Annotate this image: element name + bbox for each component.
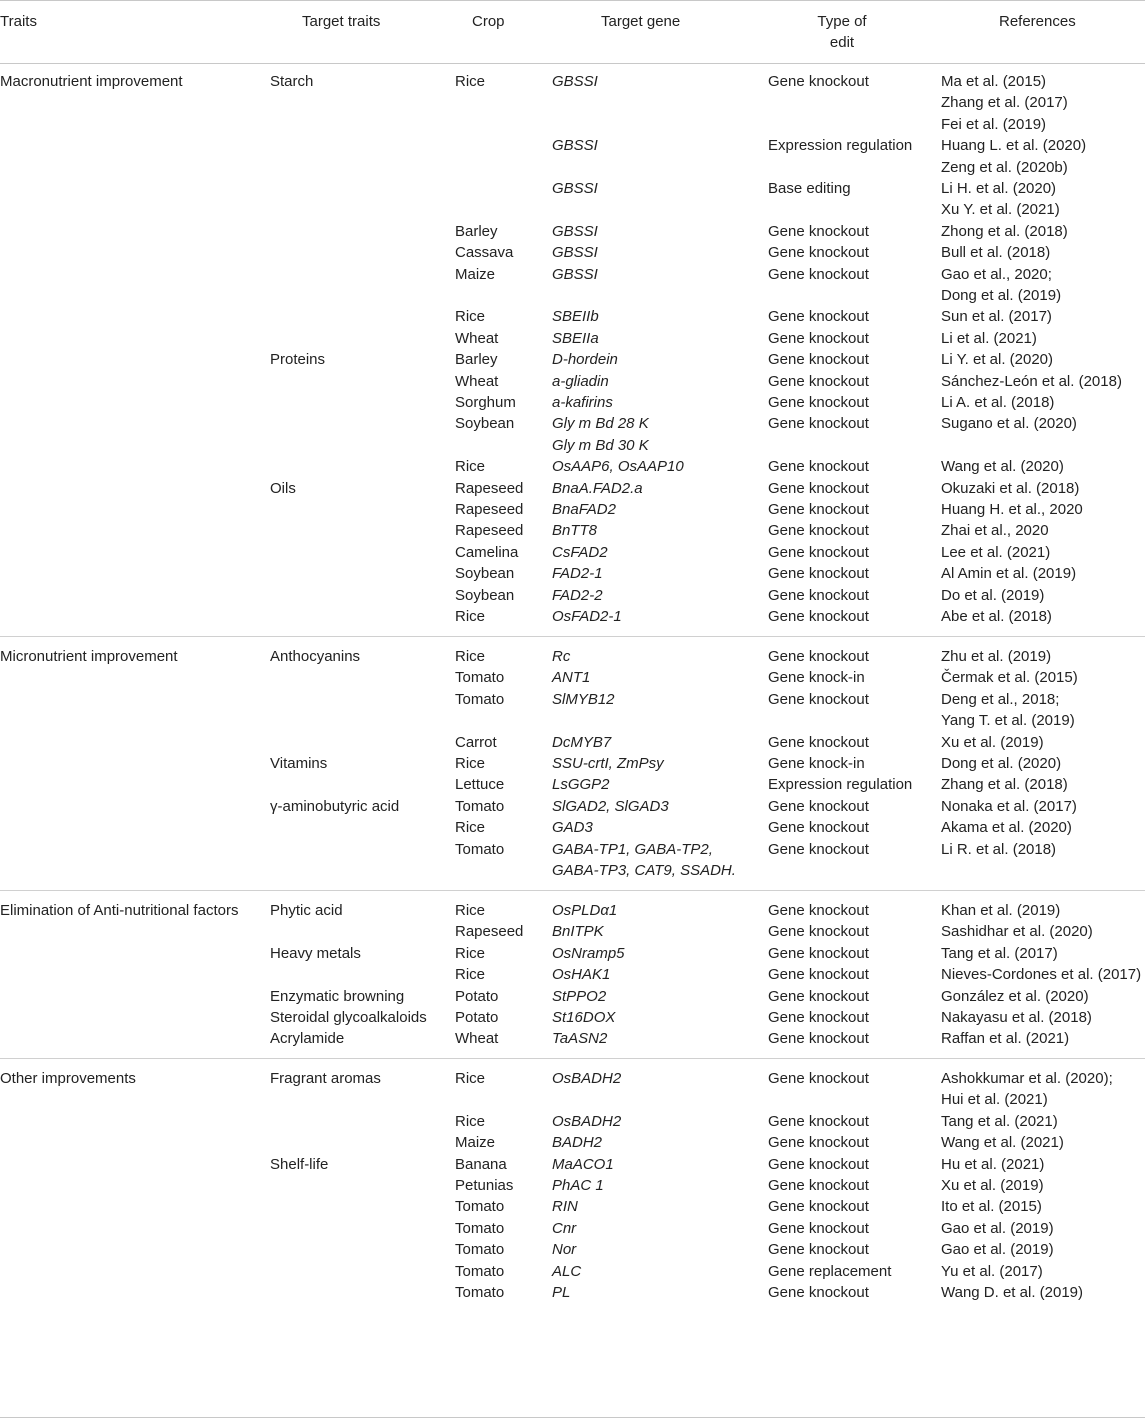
target-gene: ALC bbox=[552, 1262, 582, 1280]
reference: Zhai et al., 2020 bbox=[941, 522, 1049, 540]
reference: Huang H. et al., 2020 bbox=[941, 501, 1083, 518]
edit-type: Gene knock-in bbox=[768, 755, 865, 772]
edit-type: Gene knockout bbox=[768, 265, 869, 283]
crop-name: Maize bbox=[455, 1134, 496, 1152]
reference: Dong et al. (2019) bbox=[941, 287, 1062, 304]
edit-type: Gene knockout bbox=[768, 501, 869, 518]
reference: Čermak et al. (2015) bbox=[941, 669, 1078, 687]
edit-type: Gene knockout bbox=[768, 479, 869, 497]
target-gene: BnITPK bbox=[552, 923, 604, 941]
target-gene: DcMYB7 bbox=[552, 733, 612, 751]
crop-name: Tomato bbox=[455, 1284, 505, 1301]
group-separator bbox=[0, 890, 1145, 891]
crop-name: Soybean bbox=[455, 565, 515, 583]
target-trait: Steroidal glycoalkaloids bbox=[270, 1009, 427, 1026]
reference: Li A. et al. (2018) bbox=[941, 394, 1055, 411]
target-gene: FAD2-2 bbox=[552, 586, 603, 604]
edit-type: Gene knockout bbox=[768, 586, 869, 604]
target-gene: TaASN2 bbox=[552, 1030, 608, 1048]
trait-label: Micronutrient improvement bbox=[0, 648, 178, 665]
crop-name: Petunias bbox=[455, 1177, 514, 1194]
target-gene: a-kafirins bbox=[552, 394, 613, 411]
edit-type: Gene knockout bbox=[768, 1219, 869, 1237]
target-gene: BnaFAD2 bbox=[552, 501, 616, 518]
header-target-gene: Target gene bbox=[601, 13, 681, 30]
target-gene: PhAC 1 bbox=[552, 1177, 604, 1194]
reference: Tang et al. (2021) bbox=[941, 1112, 1058, 1130]
reference: Wang et al. (2020) bbox=[941, 458, 1064, 476]
target-gene: OsPLDα1 bbox=[552, 902, 618, 919]
crop-name: Wheat bbox=[455, 329, 499, 347]
reference: González et al. (2020) bbox=[941, 987, 1089, 1005]
crop-name: Wheat bbox=[455, 372, 499, 390]
crop-name: Rice bbox=[455, 308, 486, 326]
crop-name: Rapeseed bbox=[455, 522, 524, 540]
crop-name: Rice bbox=[455, 902, 486, 919]
target-gene: SSU-crtI, ZmPsy bbox=[552, 755, 664, 772]
crop-name: Rice bbox=[455, 755, 486, 772]
reference: Ma et al. (2015) bbox=[941, 73, 1047, 90]
target-gene: FAD2-1 bbox=[552, 565, 603, 583]
crop-name: Rapeseed bbox=[455, 501, 524, 518]
crop-name: Potato bbox=[455, 987, 499, 1005]
edit-type: Gene knockout bbox=[768, 308, 869, 326]
target-gene: GBSSI bbox=[552, 73, 598, 90]
reference: Gao et al., 2020; bbox=[941, 265, 1052, 283]
target-gene: OsFAD2-1 bbox=[552, 608, 622, 625]
edit-type: Gene knockout bbox=[768, 648, 869, 665]
edit-type: Gene knockout bbox=[768, 1198, 869, 1216]
edit-type: Gene knockout bbox=[768, 222, 869, 240]
reference: Li H. et al. (2020) bbox=[941, 180, 1057, 197]
edit-type: Expression regulation bbox=[768, 776, 913, 794]
target-gene: GABA-TP3, CAT9, SSADH. bbox=[552, 862, 736, 879]
crop-name: Tomato bbox=[455, 1198, 505, 1216]
reference: Yu et al. (2017) bbox=[941, 1262, 1043, 1280]
reference: Hui et al. (2021) bbox=[941, 1091, 1048, 1109]
reference: Lee et al. (2021) bbox=[941, 543, 1051, 561]
reference: Ashokkumar et al. (2020); bbox=[941, 1070, 1113, 1087]
edit-type: Gene knock-in bbox=[768, 669, 865, 687]
crop-name: Barley bbox=[455, 222, 498, 240]
edit-type: Gene knockout bbox=[768, 543, 869, 561]
edit-type: Gene knockout bbox=[768, 1241, 869, 1259]
header-type-of-edit: Type of edit bbox=[817, 13, 867, 51]
crop-name: Rice bbox=[455, 1070, 486, 1087]
reference: Li Y. et al. (2020) bbox=[941, 351, 1054, 369]
edit-type: Gene knockout bbox=[768, 522, 869, 540]
target-gene: Gly m Bd 28 K bbox=[552, 415, 649, 433]
crop-name: Rice bbox=[455, 73, 486, 90]
target-gene: StPPO2 bbox=[552, 987, 607, 1005]
reference: Yang T. et al. (2019) bbox=[941, 712, 1075, 730]
reference: Abe et al. (2018) bbox=[941, 608, 1052, 625]
target-gene: GBSSI bbox=[552, 222, 598, 240]
group-separator bbox=[0, 1058, 1145, 1059]
reference: Wang et al. (2021) bbox=[941, 1134, 1064, 1152]
edit-type: Gene knockout bbox=[768, 244, 869, 262]
target-trait: Starch bbox=[270, 73, 314, 90]
target-gene: SBEIIa bbox=[552, 329, 599, 347]
crop-name: Rice bbox=[455, 648, 486, 665]
crop-name: Maize bbox=[455, 265, 496, 283]
target-trait: Fragrant aromas bbox=[270, 1070, 381, 1087]
edit-type: Gene knockout bbox=[768, 1155, 869, 1173]
table-bottom-rule bbox=[0, 1417, 1145, 1418]
target-trait: Vitamins bbox=[270, 755, 328, 772]
edit-type: Gene knockout bbox=[768, 966, 869, 984]
edit-type: Gene knockout bbox=[768, 458, 869, 476]
target-trait: Enzymatic browning bbox=[270, 987, 405, 1005]
reference: Zhu et al. (2019) bbox=[941, 648, 1052, 665]
reference: Do et al. (2019) bbox=[941, 586, 1045, 604]
trait-label: Macronutrient improvement bbox=[0, 73, 183, 90]
target-gene: LsGGP2 bbox=[552, 776, 610, 794]
header-traits: Traits bbox=[0, 13, 37, 30]
crop-name: Tomato bbox=[455, 690, 505, 708]
crop-name: Barley bbox=[455, 351, 498, 369]
crop-name: Soybean bbox=[455, 415, 515, 433]
reference: Deng et al., 2018; bbox=[941, 690, 1060, 708]
reference: Fei et al. (2019) bbox=[941, 115, 1047, 133]
target-gene: St16DOX bbox=[552, 1009, 616, 1026]
edit-type: Gene knockout bbox=[768, 1284, 869, 1301]
crop-name: Tomato bbox=[455, 797, 505, 815]
target-trait: Anthocyanins bbox=[270, 648, 361, 665]
trait-label: Elimination of Anti-nutritional factors bbox=[0, 902, 239, 919]
reference: Gao et al. (2019) bbox=[941, 1241, 1054, 1259]
target-gene: OsBADH2 bbox=[552, 1070, 622, 1087]
crop-name: Wheat bbox=[455, 1030, 499, 1048]
reference: Okuzaki et al. (2018) bbox=[941, 479, 1080, 497]
crop-name: Tomato bbox=[455, 1219, 505, 1237]
target-gene: Gly m Bd 30 K bbox=[552, 436, 649, 454]
target-gene: Nor bbox=[552, 1241, 577, 1259]
crop-name: Camelina bbox=[455, 543, 519, 561]
target-gene: GABA-TP1, GABA-TP2, bbox=[552, 840, 713, 858]
target-gene: BnTT8 bbox=[552, 522, 598, 540]
crop-name: Potato bbox=[455, 1009, 499, 1026]
crop-name: Rapeseed bbox=[455, 479, 524, 497]
edit-type: Gene knockout bbox=[768, 733, 869, 751]
target-gene: RIN bbox=[552, 1198, 578, 1216]
crop-name: Rice bbox=[455, 819, 486, 837]
reference: Nieves-Cordones et al. (2017) bbox=[941, 966, 1142, 984]
crop-name: Cassava bbox=[455, 244, 514, 262]
target-trait: γ-aminobutyric acid bbox=[270, 797, 400, 815]
target-gene: BnaA.FAD2.a bbox=[552, 479, 643, 497]
edit-type: Gene knockout bbox=[768, 351, 869, 369]
target-trait: Shelf-life bbox=[270, 1155, 329, 1173]
target-trait: Acrylamide bbox=[270, 1030, 345, 1048]
reference: Sashidhar et al. (2020) bbox=[941, 923, 1093, 941]
reference: Sugano et al. (2020) bbox=[941, 415, 1077, 433]
target-gene: D-hordein bbox=[552, 351, 618, 369]
target-gene: Rc bbox=[552, 648, 571, 665]
edit-type: Gene knockout bbox=[768, 1177, 869, 1194]
reference: Huang L. et al. (2020) bbox=[941, 137, 1087, 155]
reference: Nonaka et al. (2017) bbox=[941, 797, 1077, 815]
reference: Wang D. et al. (2019) bbox=[941, 1284, 1084, 1301]
reference: Ito et al. (2015) bbox=[941, 1198, 1042, 1216]
crop-name: Soybean bbox=[455, 586, 515, 604]
reference: Nakayasu et al. (2018) bbox=[941, 1009, 1092, 1026]
edit-type: Gene knockout bbox=[768, 690, 869, 708]
crop-name: Banana bbox=[455, 1155, 507, 1173]
reference: Sánchez-León et al. (2018) bbox=[941, 372, 1122, 390]
reference: Li et al. (2021) bbox=[941, 329, 1037, 347]
reference: Xu Y. et al. (2021) bbox=[941, 201, 1060, 219]
crop-name: Tomato bbox=[455, 669, 505, 687]
target-trait: Phytic acid bbox=[270, 902, 343, 919]
reference: Sun et al. (2017) bbox=[941, 308, 1052, 326]
target-gene: OsAAP6, OsAAP10 bbox=[552, 458, 684, 476]
crop-name: Rice bbox=[455, 458, 486, 476]
target-gene: SlGAD2, SlGAD3 bbox=[552, 797, 669, 815]
edit-type: Gene knockout bbox=[768, 1030, 869, 1048]
reference: Li R. et al. (2018) bbox=[941, 840, 1057, 858]
crop-name: Rice bbox=[455, 966, 486, 984]
reference: Raffan et al. (2021) bbox=[941, 1030, 1070, 1048]
target-gene: OsHAK1 bbox=[552, 966, 611, 984]
reference: Tang et al. (2017) bbox=[941, 944, 1058, 962]
target-gene: GAD3 bbox=[552, 819, 593, 837]
target-gene: BADH2 bbox=[552, 1134, 603, 1152]
crop-name: Rice bbox=[455, 1112, 486, 1130]
crop-name: Rapeseed bbox=[455, 923, 524, 941]
reference: Zhang et al. (2018) bbox=[941, 776, 1068, 794]
reference: Bull et al. (2018) bbox=[941, 244, 1051, 262]
crop-name: Tomato bbox=[455, 840, 505, 858]
target-gene: PL bbox=[552, 1284, 571, 1301]
edit-type: Base editing bbox=[768, 180, 851, 197]
edit-type: Gene knockout bbox=[768, 372, 869, 390]
target-gene: GBSSI bbox=[552, 137, 598, 155]
target-gene: GBSSI bbox=[552, 265, 598, 283]
edit-type: Gene knockout bbox=[768, 394, 869, 411]
header-crop: Crop bbox=[472, 13, 505, 30]
crop-name: Rice bbox=[455, 944, 486, 962]
reference: Zhang et al. (2017) bbox=[941, 94, 1068, 112]
crop-name: Tomato bbox=[455, 1241, 505, 1259]
edit-type: Gene knockout bbox=[768, 797, 869, 815]
reference: Akama et al. (2020) bbox=[941, 819, 1072, 837]
crop-name: Carrot bbox=[455, 733, 497, 751]
target-gene: a-gliadin bbox=[552, 372, 609, 390]
target-gene: OsNramp5 bbox=[552, 944, 625, 962]
edit-type: Gene knockout bbox=[768, 987, 869, 1005]
crop-name: Rice bbox=[455, 608, 486, 625]
crop-name: Lettuce bbox=[455, 776, 505, 794]
target-trait: Heavy metals bbox=[270, 944, 361, 962]
edit-type: Gene knockout bbox=[768, 565, 869, 583]
edit-type: Gene knockout bbox=[768, 840, 869, 858]
reference: Zeng et al. (2020b) bbox=[941, 158, 1068, 176]
target-gene: ANT1 bbox=[552, 669, 591, 687]
crop-name: Tomato bbox=[455, 1262, 505, 1280]
target-gene: GBSSI bbox=[552, 180, 598, 197]
edit-type: Gene knockout bbox=[768, 1009, 869, 1026]
edit-type: Gene knockout bbox=[768, 819, 869, 837]
reference: Zhong et al. (2018) bbox=[941, 222, 1068, 240]
target-trait: Proteins bbox=[270, 351, 326, 369]
edit-type: Gene knockout bbox=[768, 73, 869, 90]
target-gene: MaACO1 bbox=[552, 1155, 614, 1173]
edit-type: Gene knockout bbox=[768, 944, 869, 962]
trait-label: Other improvements bbox=[0, 1070, 136, 1087]
edit-type: Gene knockout bbox=[768, 1070, 869, 1087]
edit-type: Gene replacement bbox=[768, 1262, 892, 1280]
edit-type: Gene knockout bbox=[768, 329, 869, 347]
crop-name: Sorghum bbox=[455, 394, 516, 411]
target-gene: CsFAD2 bbox=[552, 543, 608, 561]
target-gene: SlMYB12 bbox=[552, 690, 615, 708]
reference: Khan et al. (2019) bbox=[941, 902, 1061, 919]
reference: Xu et al. (2019) bbox=[941, 1177, 1044, 1194]
header-references: References bbox=[999, 13, 1076, 30]
edit-type: Gene knockout bbox=[768, 923, 869, 941]
target-trait: Oils bbox=[270, 479, 296, 497]
target-gene: Cnr bbox=[552, 1219, 577, 1237]
edit-type: Gene knockout bbox=[768, 1112, 869, 1130]
edit-type: Expression regulation bbox=[768, 137, 913, 155]
reference: Gao et al. (2019) bbox=[941, 1219, 1054, 1237]
edit-type: Gene knockout bbox=[768, 1134, 869, 1152]
reference: Al Amin et al. (2019) bbox=[941, 565, 1077, 583]
reference: Xu et al. (2019) bbox=[941, 733, 1044, 751]
target-gene: SBEIIb bbox=[552, 308, 599, 326]
header-target-traits: Target traits bbox=[302, 13, 381, 30]
edit-type: Gene knockout bbox=[768, 608, 869, 625]
edit-type: Gene knockout bbox=[768, 415, 869, 433]
target-gene: OsBADH2 bbox=[552, 1112, 622, 1130]
reference: Dong et al. (2020) bbox=[941, 755, 1062, 772]
target-gene: GBSSI bbox=[552, 244, 598, 262]
edit-type: Gene knockout bbox=[768, 902, 869, 919]
reference: Hu et al. (2021) bbox=[941, 1155, 1045, 1173]
group-separator bbox=[0, 636, 1145, 637]
